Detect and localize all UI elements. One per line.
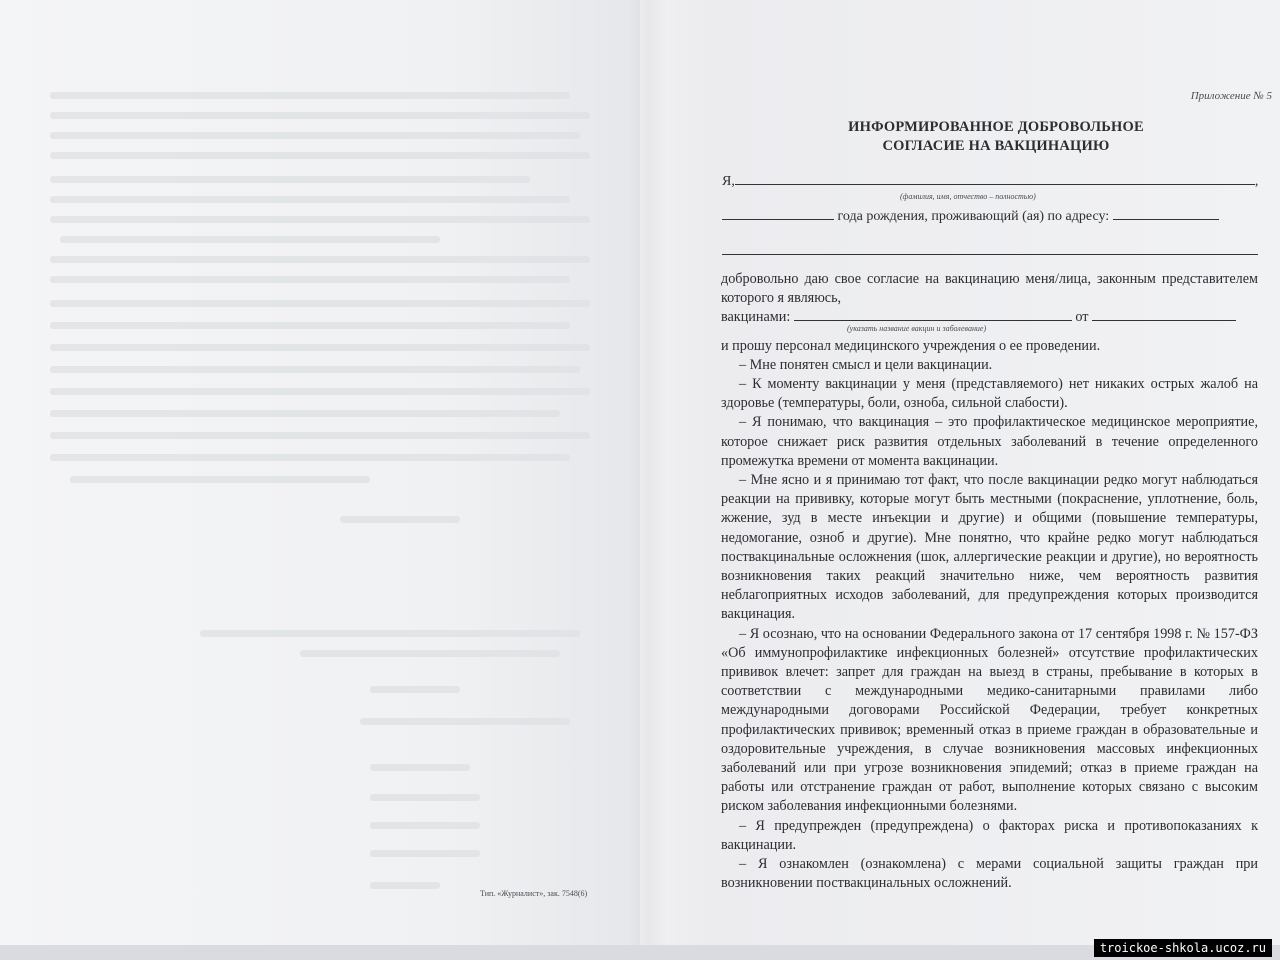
vaccines-hint: (указать название вакцин и заболевание): [847, 323, 987, 333]
printer-imprint: Тип. «Журналист», зак. 7548(6): [480, 889, 588, 898]
address-line[interactable]: [1113, 207, 1219, 220]
faded-line: [50, 92, 570, 99]
faded-line: [50, 366, 580, 373]
faded-line: [370, 850, 480, 857]
request-text: и прошу персонал медицинского учреждения о ее проведении.: [721, 337, 1101, 354]
faded-line: [340, 516, 460, 523]
paragraph-5: – Я осознаю, что на основании Федерального закона от 17 сентября 1998 г. № 157-ФЗ «Об иммунопрофилактике инфекционных болезней» отсутствие профилактических прививок влечет: запрет для граждан на выезд в страны, пребывание в которых в соответствии с международными медико-санитарными правилами либо международными договорами Российской Федерации, требует конкретных профилактических прививок; временный отказ в приеме граждан в образовательные и оздоровительные учреждения, в случае возникновения массовых инфекционных заболеваний или при угрозе возникновения эпидемий; отказ в приеме граждан на работы или отстранение граждан от работ, выполнение которых связано с высоким риском заболевания инфекционными болезнями.: [721, 625, 1258, 815]
paragraph-2: – К моменту вакцинации у меня (представляемого) нет никаких острых жалоб на здоровье (температуры, боли, озноба, сильной слабости).: [721, 376, 1258, 412]
name-field-line[interactable]: [735, 172, 1255, 185]
faded-line: [50, 454, 570, 461]
birth-address-row: [722, 207, 1262, 225]
name-field-hint: (фамилия, имя, отчество – полностью): [900, 192, 1036, 201]
vaccines-row: [721, 308, 1258, 327]
faded-line: [370, 686, 460, 693]
title-line-1: ИНФОРМИРОВАННОЕ ДОБРОВОЛЬНОЕ: [848, 119, 1144, 135]
faded-line: [50, 388, 590, 395]
background-edge: [0, 945, 1280, 960]
site-watermark: troickoe-shkola.ucoz.ru: [1094, 939, 1272, 957]
birth-address-text: года рождения, проживающий (ая) по адресу:: [837, 209, 1110, 224]
faded-line: [50, 152, 590, 159]
faded-line: [370, 764, 470, 771]
faded-line: [370, 882, 440, 889]
left-page-bleedthrough: [0, 0, 640, 945]
faded-line: [200, 630, 580, 637]
faded-line: [300, 650, 560, 657]
date-line[interactable]: [1092, 308, 1236, 321]
faded-line: [60, 236, 440, 243]
faded-line: [50, 410, 560, 417]
birth-year-line[interactable]: [722, 207, 834, 220]
paragraph-3: – Я понимаю, что вакцинация – это профилактическое медицинское мероприятие, которое снижает риск развития отдельных заболеваний в течение определенного промежутка времени от момента вакцинации.: [721, 414, 1258, 469]
title-line-2: СОГЛАСИЕ НА ВАКЦИНАЦИЮ: [882, 138, 1110, 154]
vaccines-label: вакцинами:: [721, 309, 791, 326]
faded-line: [50, 322, 570, 329]
document-title: [720, 118, 1272, 156]
paragraph-6: – Я предупрежден (предупреждена) о факторах риска и противопоказаниях к вакцинации.: [721, 817, 1258, 853]
faded-line: [50, 112, 590, 119]
faded-line: [50, 176, 530, 183]
faded-line: [50, 216, 590, 223]
consent-intro: добровольно даю свое согласие на вакцинацию меня/лица, законным представителем которого я являюсь,: [721, 271, 1258, 307]
faded-line: [50, 432, 590, 439]
from-label: от: [1075, 309, 1089, 326]
name-field-row: Я, ,: [722, 174, 1259, 189]
faded-line: [370, 822, 480, 829]
faded-line: [50, 196, 570, 203]
consent-body: [721, 270, 1258, 894]
paragraph-4: – Мне ясно и я принимаю тот факт, что после вакцинации редко могут наблюдаться реакции на прививку, которые могут быть местными (покраснение, уплотнение, боль, жжение, зуд в месте инъекции и другие) и общими (повышение температуры, недомогание, озноб и другие). Мне понятно, что крайне редко могут наблюдаться поствакцинальные осложнения (шок, аллергические реакции и другие), но вероятность возникновения таких реакций значительно ниже, чем вероятность развития неблагоприятных исходов заболеваний, для предупреждения которых производится вакцинация.: [721, 472, 1258, 623]
faded-line: [50, 344, 590, 351]
faded-line: [370, 794, 480, 801]
address-line-2[interactable]: [722, 242, 1258, 255]
faded-line: [50, 300, 590, 307]
faded-line: [50, 276, 570, 283]
booklet-spine: [628, 0, 668, 945]
faded-line: [50, 132, 580, 139]
paragraph-1: – Мне понятен смысл и цели вакцинации.: [739, 356, 993, 373]
address-continuation-row: [722, 242, 1262, 260]
name-field-prefix: Я,: [722, 174, 735, 189]
faded-line: [50, 256, 590, 263]
faded-line: [70, 476, 370, 483]
appendix-label: Приложение № 5: [1190, 90, 1272, 102]
faded-line: [360, 718, 570, 725]
vaccines-line[interactable]: [794, 308, 1072, 321]
paragraph-7: – Я ознакомлен (ознакомлена) с мерами социальной защиты граждан при возникновении поствакцинальных осложнений.: [721, 856, 1258, 892]
